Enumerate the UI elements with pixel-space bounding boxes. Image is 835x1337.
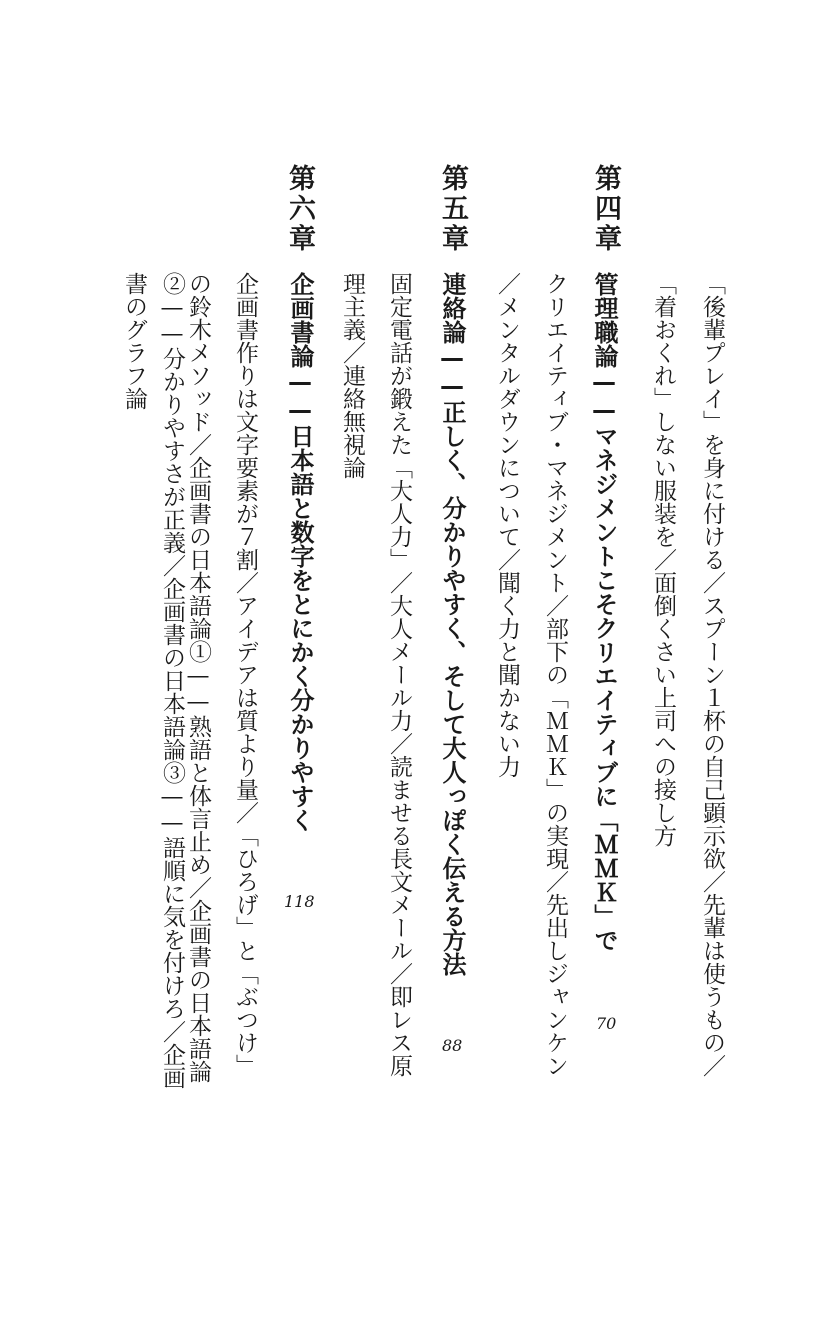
chapter-4-page: 70	[596, 1014, 617, 1033]
chapter-5-label: 第五章	[437, 164, 468, 254]
chapter-6-label: 第六章	[284, 164, 315, 254]
ch6-line-3: ②——分かりやすさが正義／企画書の日本語論③——語順に気を付けろ／企画	[159, 272, 185, 1089]
chapter-5-page: 88	[442, 1036, 463, 1055]
ch6-line-2: の鈴木メソッド／企画書の日本語論①——熟語と体言止め／企画書の日本語論	[185, 272, 211, 1083]
ch5-line-1: 固定電話が鍛えた「大人力」／大人メール力／読ませる長文メール／即レス原	[386, 272, 412, 1077]
chapter-5-title: 連絡論——正しく、分かりやすく、そして大人っぽく伝える方法	[438, 272, 466, 976]
chapter-6-page: 118	[284, 892, 315, 911]
ch4-line-2: 「着おくれ」しない服装を／面倒くさい上司への接し方	[650, 272, 676, 847]
ch4-line-3: クリエイティブ・マネジメント／部下の「ＭＭＫ」の実現／先出しジャンケン	[542, 272, 568, 1077]
chapter-4-title: 管理職論——マネジメントこそクリエイティブに「ＭＭＫ」で	[590, 272, 618, 952]
chapter-4-label: 第四章	[590, 164, 621, 254]
ch6-line-1: 企画書作りは文字要素が７割／アイデアは質より量／「ひろげ」と「ぶつけ」	[232, 272, 258, 1077]
chapter-6-title: 企画書論——日本語と数字をとにかく分かりやすく	[286, 272, 314, 832]
ch5-line-2: 理主義／連絡無視論	[339, 272, 365, 479]
ch6-line-4: 書のグラフ論	[121, 272, 147, 410]
ch4-line-4: ／メンタルダウンについて／聞く力と聞かない力	[494, 272, 520, 778]
ch4-line-1: 「後輩プレイ」を身に付ける／スプーン１杯の自己顕示欲／先輩は使うもの／	[699, 272, 725, 1077]
